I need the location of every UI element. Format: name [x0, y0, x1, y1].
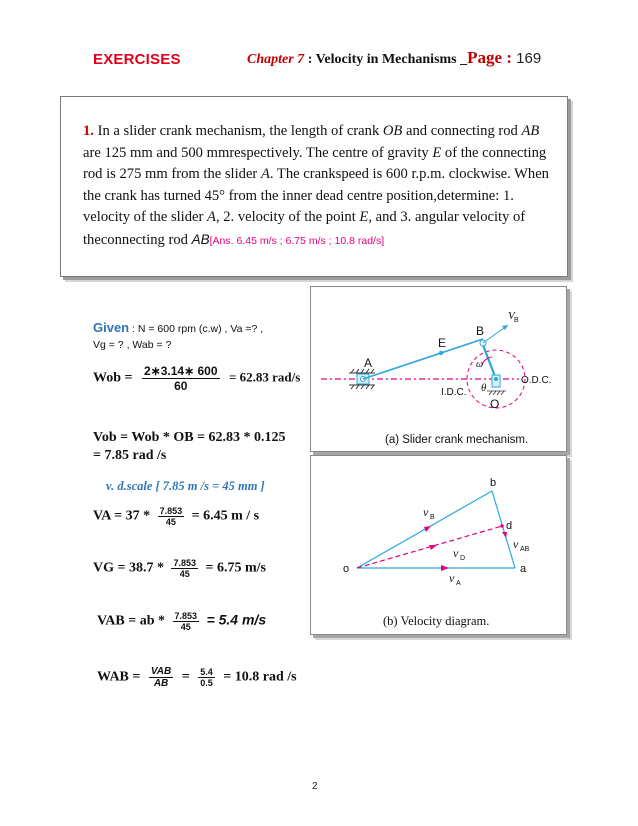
label-vb: V — [508, 310, 515, 322]
exercises-heading: EXERCISES — [93, 51, 181, 68]
fraction-denominator: 45 — [179, 569, 190, 579]
chapter-header — [247, 48, 541, 68]
label-vb-sub: B — [430, 514, 435, 521]
scale-text: v. d.scale [ 7.85 m /s = 45 mm ] — [106, 479, 265, 493]
eq-result: = 5.4 m/s — [206, 611, 267, 628]
eq-result: = 6.45 m / s — [191, 508, 260, 524]
question-part: In a slider crank mechanism, the length of crank — [93, 123, 383, 139]
fraction-denominator: 60 — [174, 379, 188, 393]
given-line: Vg = ? , Wab = ? — [93, 339, 172, 351]
var-ob: OB — [382, 123, 403, 139]
fraction-numerator: 5.4 — [200, 667, 213, 677]
eq-label: WAB = — [97, 669, 141, 685]
answer-text: [Ans. 6.45 m/s ; 6.75 m/s ; 10.8 rad/s] — [209, 234, 385, 247]
label-vd-sub: D — [460, 555, 466, 562]
eq-label: VG = 38.7 * — [93, 560, 164, 576]
var-e: E — [359, 209, 369, 225]
eq-label: VA = 37 * — [93, 508, 151, 524]
label-vab: v — [513, 537, 519, 551]
fraction-denominator: 45 — [165, 517, 176, 527]
eq-label: VAB = ab * — [97, 613, 166, 629]
vector-ob — [357, 491, 492, 568]
label-vab-sub: AB — [520, 546, 530, 553]
label-o: O — [490, 397, 500, 411]
chapter-title: : Velocity in Mechanisms _ — [304, 52, 468, 67]
arrowhead-va — [441, 565, 449, 571]
fraction-numerator: VAB — [150, 666, 172, 677]
question-number: 1. — [83, 123, 94, 139]
var-a: A — [207, 209, 216, 225]
label-vb-sub: B — [514, 317, 519, 324]
wab-fraction — [149, 666, 173, 689]
fraction-numerator: 7.853 — [173, 558, 197, 568]
label-e: E — [438, 336, 447, 350]
chapter-label: Chapter 7 — [247, 52, 305, 67]
label-va-sub: A — [456, 580, 461, 587]
point-d — [500, 524, 504, 528]
fraction-denominator: AB — [153, 678, 169, 689]
label-idc: I.D.C. — [441, 387, 467, 398]
fraction-denominator: 0.5 — [200, 678, 213, 688]
velocity-diagram — [311, 456, 566, 634]
given-block — [93, 320, 303, 353]
figure-velocity-diagram — [310, 455, 567, 635]
fraction-numerator: 7.853 — [174, 611, 198, 621]
label-b: B — [476, 324, 485, 338]
question-part: of the connecting rod is 275 mm from the slider — [83, 144, 547, 182]
label-a: a — [520, 563, 527, 575]
fraction-denominator: 45 — [180, 622, 191, 632]
label-o: o — [343, 563, 350, 575]
vector-od — [357, 526, 502, 568]
wob-fraction — [142, 364, 220, 393]
figure-a-caption: (a) Slider crank mechanism. — [385, 434, 529, 446]
eq-result: = 10.8 rad /s — [223, 669, 297, 685]
fraction-numerator: 2∗3.14∗ 600 — [144, 364, 218, 378]
wab-value-fraction — [198, 667, 215, 688]
var-ab: AB — [521, 123, 540, 139]
point-e — [439, 351, 443, 355]
eq-line: Vob = Wob * OB = 62.83 * 0.125 — [93, 430, 286, 445]
label-d: d — [506, 520, 513, 532]
question-text — [83, 121, 553, 252]
question-box — [60, 96, 568, 277]
slider-crank-diagram — [311, 287, 566, 451]
footer-page-number: 2 — [312, 781, 318, 792]
given-line: : N = 600 rpm (c.w) , Va =? , — [129, 323, 264, 335]
question-part: , and 3. angular velocity of theconnecting rod — [83, 209, 526, 248]
label-vd: v — [453, 546, 459, 560]
pin-o — [494, 377, 498, 381]
wob-equation — [93, 364, 300, 393]
scale-fraction — [173, 611, 200, 632]
eq-line: = 7.85 rad /s — [93, 448, 167, 463]
vob-equation — [93, 429, 286, 465]
page-label: Page : — [467, 48, 512, 67]
vab-equation — [97, 611, 266, 632]
label-a: A — [364, 356, 373, 370]
eq-result: = 6.75 m/s — [205, 560, 266, 576]
figure-b-caption: (b) Velocity diagram. — [383, 614, 490, 628]
question-part: and connecting rod — [402, 123, 522, 139]
fraction-numerator: 7.853 — [159, 506, 183, 516]
scale-fraction — [158, 506, 185, 527]
var-ab: AB — [191, 231, 210, 247]
arrowhead-vb — [424, 526, 431, 532]
eq-result: = 62.83 rad/s — [229, 369, 301, 385]
label-va: v — [449, 571, 455, 585]
eq-label: Wob = — [93, 370, 133, 386]
label-b: b — [490, 477, 497, 489]
header-page-number: 169 — [511, 50, 542, 67]
wab-equation — [97, 666, 297, 689]
given-label: Given — [93, 320, 130, 335]
question-part: are 125 mm and 500 mmrespectively. The centre of gravity — [83, 144, 433, 161]
label-vb: v — [423, 505, 429, 519]
label-odc: O.D.C. — [521, 375, 552, 386]
var-a: A — [260, 166, 270, 182]
var-e: E — [432, 144, 442, 161]
va-equation — [93, 506, 259, 527]
vg-equation — [93, 558, 266, 579]
eq-sign: = — [181, 669, 190, 685]
connecting-rod — [363, 339, 483, 379]
label-theta: θ — [481, 382, 487, 394]
label-omega: ω — [476, 359, 484, 370]
scale-fraction — [171, 558, 198, 579]
arrowhead-vd — [429, 545, 437, 550]
question-part: , 2. velocity of the point — [215, 209, 360, 225]
question-part: . The crankspeed is 600 r.p.m. clockwise. When the crank has turned 45° from the inner dead centre position,determine: 1. velocity of the slider — [83, 166, 549, 225]
ground-hatch — [487, 391, 506, 395]
figure-slider-crank — [310, 286, 567, 452]
